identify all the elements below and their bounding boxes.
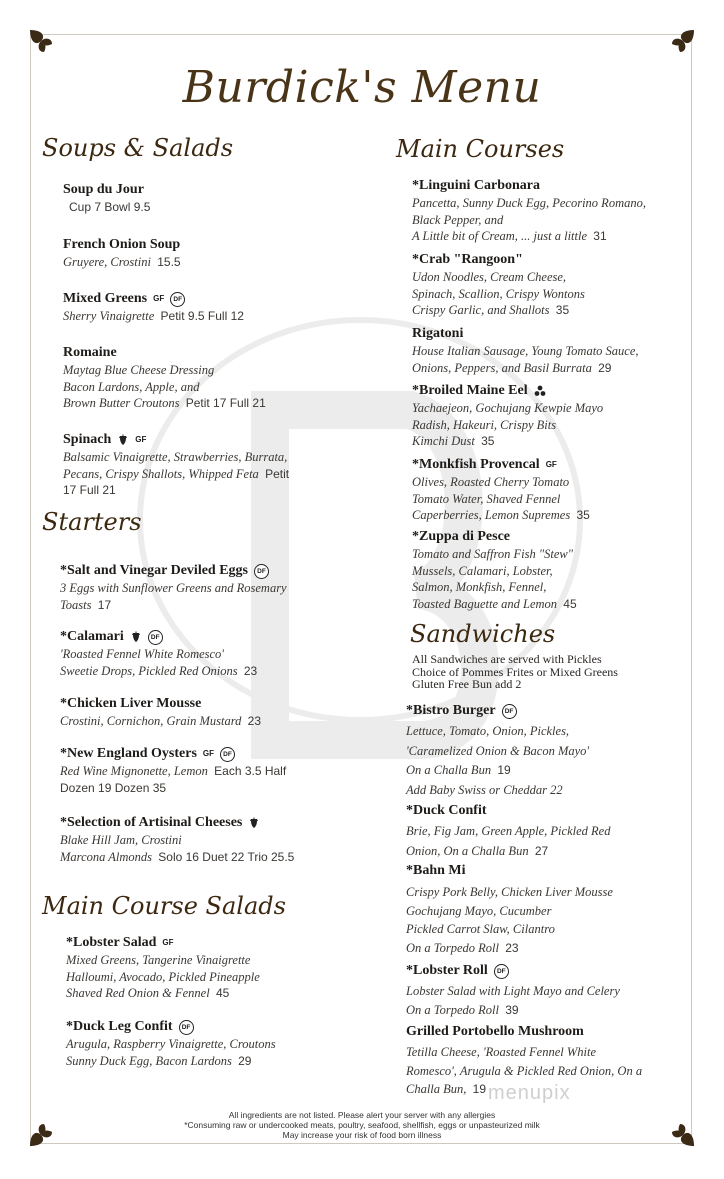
item-desc: Sherry Vinaigrette: [63, 309, 155, 323]
item-price: Each 3.5 Half: [214, 764, 287, 778]
menu-item: [60, 695, 350, 730]
item-desc: Crispy Pork Belly, Chicken Liver Mousse: [406, 885, 613, 899]
gf-label: GF: [135, 435, 147, 444]
section-starters: Starters: [42, 508, 142, 536]
item-price: 35: [555, 303, 570, 317]
item-price: 39: [505, 1002, 519, 1017]
df-badge: DF: [502, 704, 517, 719]
menu-item: [406, 802, 692, 859]
item-price: 27: [534, 843, 549, 858]
section-main-course-salads: Main Course Salads: [42, 892, 286, 920]
acorn-icon: [117, 434, 129, 446]
item-name: *Zuppa di Pesce: [412, 529, 511, 544]
menu-item: [63, 344, 353, 412]
menu-item: [63, 181, 353, 216]
item-name: Soup du Jour: [63, 182, 144, 197]
item-price: 29: [598, 360, 612, 375]
item-desc: Crostini, Cornichon, Grain Mustard: [60, 714, 242, 728]
gf-label: GF: [153, 294, 165, 303]
gf-label: GF: [162, 938, 174, 947]
item-desc: Lobster Salad with Light Mayo and Celery: [406, 984, 620, 998]
leaf-corner-icon: [28, 28, 54, 54]
item-name: *Bahn Mi: [406, 863, 466, 878]
item-desc: Tomato and Saffron Fish "Stew": [412, 547, 573, 561]
item-price: 17 Full 21: [63, 483, 116, 497]
item-desc: Add Baby Swiss or Cheddar 22: [406, 782, 563, 797]
menu-item: [406, 862, 692, 956]
item-desc: Maytag Blue Cheese Dressing: [63, 363, 215, 377]
item-price: 45: [563, 596, 577, 611]
item-desc: House Italian Sausage, Young Tomato Sauce,: [412, 344, 639, 358]
item-desc: Onion, On a Challa Bun: [406, 843, 529, 858]
note-line: Gluten Free Bun add 2: [412, 677, 522, 691]
allergy-footer: [0, 1110, 724, 1140]
item-desc: Sweetie Drops, Pickled Red Onions: [60, 663, 238, 678]
item-name: *Duck Confit: [406, 803, 487, 818]
item-name: *Calamari: [60, 629, 124, 644]
item-name: Grilled Portobello Mushroom: [406, 1024, 584, 1039]
gf-label: GF: [202, 749, 215, 758]
item-desc: Salmon, Monkfish, Fennel,: [412, 580, 547, 594]
item-price: 29: [238, 1053, 252, 1068]
item-desc: Yachaejeon, Gochujang Kewpie Mayo: [412, 401, 604, 415]
item-desc: 3 Eggs with Sunflower Greens and Rosemary: [60, 581, 287, 595]
item-desc: Sunny Duck Egg, Bacon Lardons: [66, 1053, 232, 1068]
item-name: *New England Oysters: [60, 746, 197, 761]
item-price: Solo 16 Duet 22 Trio 25.5: [158, 849, 295, 864]
note-line: All Sandwiches are served with Pickles: [412, 652, 602, 666]
item-desc: Balsamic Vinaigrette, Strawberries, Burrata,: [63, 450, 288, 464]
item-price: Petit: [265, 466, 290, 481]
item-price: 19: [472, 1082, 487, 1096]
item-name: Spinach: [63, 432, 112, 447]
item-desc: On a Torpedo Roll: [406, 1002, 499, 1017]
item-name: French Onion Soup: [63, 237, 181, 252]
menu-item: [412, 177, 692, 245]
item-name: *Duck Leg Confit: [66, 1019, 173, 1034]
item-name: *Salt and Vinegar Deviled Eggs: [60, 563, 248, 578]
item-desc: Arugula, Raspberry Vinaigrette, Croutons: [66, 1037, 276, 1051]
df-badge: DF: [254, 564, 269, 579]
item-desc: Gochujang Mayo, Cucumber: [406, 903, 552, 918]
item-desc: Radish, Hakeuri, Crispy Bits: [412, 417, 557, 432]
item-price: 45: [215, 986, 230, 1000]
df-badge: DF: [179, 1020, 194, 1035]
note-line: Choice of Pommes Frites or Mixed Greens: [412, 664, 618, 679]
item-price: 15.5: [157, 255, 181, 269]
menu-item: [412, 325, 692, 376]
df-badge: DF: [494, 964, 509, 979]
menu-item: [60, 562, 340, 613]
item-desc: Red Wine Mignonette, Lemon: [60, 764, 208, 778]
item-desc: Mussels, Calamari, Lobster,: [412, 563, 553, 578]
item-price: 31: [593, 229, 607, 243]
acorn-icon: [248, 817, 260, 829]
item-desc: Spinach, Scallion, Crispy Wontons: [412, 286, 585, 301]
item-desc: Olives, Roasted Cherry Tomato: [412, 475, 570, 489]
df-badge: DF: [148, 630, 163, 645]
item-name: *Monkfish Provencal: [412, 457, 540, 472]
item-desc: Marcona Almonds: [60, 849, 153, 864]
item-price: Petit 17 Full 21: [185, 396, 266, 410]
item-desc: Toasted Baguette and Lemon: [412, 596, 558, 611]
item-name: *Lobster Roll: [406, 963, 488, 978]
footer-line: All ingredients are not listed. Please alert your server with any allergies: [228, 1110, 496, 1120]
item-name: *Lobster Salad: [66, 935, 157, 950]
item-desc: Tomato Water, Shaved Fennel: [412, 491, 561, 506]
menu-item: [60, 628, 350, 679]
menu-title: Burdick's Menu: [182, 62, 542, 113]
triple-dot-icon: [534, 385, 546, 397]
item-desc: 'Roasted Fennel White Romesco': [60, 647, 224, 661]
footer-line: *Consuming raw or undercooked meats, poultry, seafood, shellfish, eggs or unpasteurized milk: [184, 1120, 540, 1130]
item-desc: Pecans, Crispy Shallots, Whipped Feta: [63, 466, 259, 481]
item-desc: Blake Hill Jam, Crostini: [60, 833, 182, 847]
item-price: 35: [481, 434, 495, 448]
df-badge: DF: [220, 747, 235, 762]
item-desc: A Little bit of Cream, ... just a little: [412, 229, 588, 243]
item-desc: Mixed Greens, Tangerine Vinaigrette: [66, 953, 251, 967]
item-name: *Crab "Rangoon": [412, 252, 523, 267]
item-name: *Broiled Maine Eel: [412, 383, 528, 398]
item-desc: Caperberries, Lemon Supremes: [412, 508, 571, 522]
item-desc: Udon Noodles, Cream Cheese,: [412, 270, 567, 284]
section-soups-salads: Soups & Salads: [42, 134, 234, 162]
df-badge: DF: [170, 292, 185, 307]
item-desc: Halloumi, Avocado, Pickled Pineapple: [66, 969, 260, 984]
item-name: Mixed Greens: [63, 291, 148, 306]
menu-item: [63, 431, 338, 499]
item-price: Cup 7 Bowl 9.5: [69, 200, 151, 214]
item-price: 23: [505, 940, 519, 955]
item-name: Rigatoni: [412, 326, 464, 341]
menu-item: [66, 934, 356, 1002]
menu-item: [412, 382, 692, 450]
item-price: Petit 9.5 Full 12: [160, 309, 244, 323]
item-desc: Gruyere, Crostini: [63, 255, 151, 269]
menupix-watermark: menupix: [488, 1082, 571, 1104]
item-desc: Brown Butter Croutons: [63, 396, 180, 410]
gf-label: GF: [545, 460, 557, 469]
item-desc: Pickled Carrot Slaw, Cilantro: [406, 922, 555, 936]
item-desc: On a Challa Bun: [406, 763, 492, 777]
item-name: *Bistro Burger: [406, 703, 496, 718]
item-desc: 'Caramelized Onion & Bacon Mayo': [406, 743, 590, 758]
menu-item: [63, 290, 353, 325]
item-desc: Kimchi Dust: [412, 434, 475, 448]
menu-item: [63, 236, 353, 271]
menu-item: [60, 745, 330, 796]
item-desc: Pancetta, Sunny Duck Egg, Pecorino Romano,: [412, 196, 646, 210]
item-desc: Crispy Garlic, and Shallots: [412, 303, 550, 317]
item-desc: Brie, Fig Jam, Green Apple, Pickled Red: [406, 824, 611, 838]
menu-item: [66, 1018, 356, 1069]
item-name: *Linguini Carbonara: [412, 178, 540, 193]
item-name: *Chicken Liver Mousse: [60, 696, 202, 711]
menu-item: [412, 456, 692, 524]
item-name: *Selection of Artisinal Cheeses: [60, 815, 243, 830]
section-sandwiches: Sandwiches: [410, 620, 556, 648]
sandwich-note: [412, 653, 692, 691]
item-desc: On a Torpedo Roll: [406, 940, 499, 955]
leaf-corner-icon: [670, 28, 696, 54]
item-desc: Lettuce, Tomato, Onion, Pickles,: [406, 724, 570, 738]
menu-item: [60, 814, 350, 865]
menu-item: [412, 528, 692, 612]
item-desc: Onions, Peppers, and Basil Burrata: [412, 360, 592, 375]
menu-item: [406, 702, 692, 798]
item-price: 35: [576, 508, 590, 522]
item-price: 23: [243, 663, 258, 678]
item-desc: Challa Bun,: [406, 1082, 467, 1096]
item-price: Dozen 19 Dozen 35: [60, 780, 167, 795]
footer-line: May increase your risk of food born illness: [282, 1130, 442, 1140]
item-desc: Toasts: [60, 597, 92, 612]
menu-item: [406, 962, 692, 1018]
item-name: Romaine: [63, 345, 117, 360]
item-desc: Shaved Red Onion & Fennel: [66, 986, 210, 1000]
item-price: 23: [247, 714, 261, 728]
item-desc: Tetilla Cheese, 'Roasted Fennel White: [406, 1045, 597, 1059]
section-main-courses: Main Courses: [396, 135, 565, 163]
item-desc: Black Pepper, and: [412, 212, 504, 227]
item-desc: Romesco', Arugula & Pickled Red Onion, On a: [406, 1063, 643, 1078]
menu-item: [412, 251, 692, 319]
item-price: 19: [497, 763, 511, 777]
acorn-icon: [130, 631, 142, 643]
item-desc: Bacon Lardons, Apple, and: [63, 379, 200, 394]
item-price: 17: [97, 597, 112, 612]
